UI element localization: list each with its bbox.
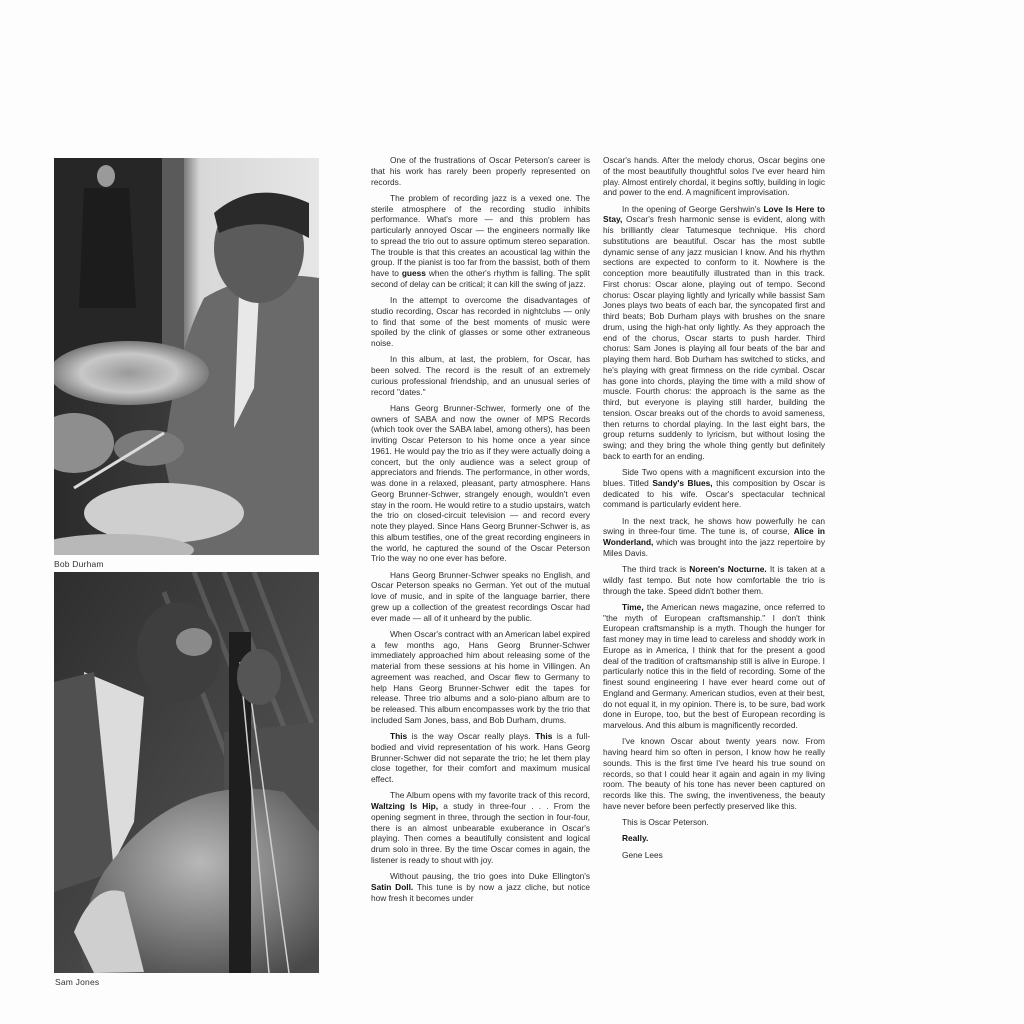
emphasized-title: Satin Doll. (371, 881, 414, 892)
text-run: this composition by Oscar is dedicated to his wife. Oscar's spectacular technical command is particularly evident here. (603, 477, 825, 510)
emphasized-title: Noreen's Nocturne. (689, 564, 767, 574)
paragraph (371, 570, 590, 624)
emphasized-title: This (390, 731, 408, 741)
text-run: Hans Georg Brunner-Schwer, formerly one of the owners of SABA and now the owner of MPS Records (which took over the SABA label, among others), has been inviting Oscar Peterson to his home once a year since 1961. He would pay the trio as if they were actually doing a concert, but the only audience was a select group of appreciators and friends. The performance, in other words, was done in a relaxed, pleasant, party atmosphere. Hans Georg Brunner-Schwer, strangely enough, wouldn't even stay in the room. He would retire to a studio upstairs, watch the trio on closed-circuit television — and record every note they played. Since Hans Georg Brunner-Schwer is, as this album testifies, one of the great recording engineers in the world, he captured the sound of the Oscar Peterson Trio the way no one ever has before. (371, 402, 590, 564)
paragraph (603, 467, 825, 510)
emphasized-title: Love Is Here to Stay, (603, 203, 825, 225)
text-run: the American news magazine, once referred to "the myth of European craftsmanship." I don't think European craftsmanship is a myth. Though the hunger for fast money may in time lead to careless and shoddy work in Europe as in America, I think that for the present a good deal of the tradition of craftsmanship still is alive in Europe. I particularly notice this in the field of recording. Some of the finest sound engineering I have ever heard come out of England and Germany. American studios, even at their best, do not equal it, in my opinion. There is, to be sure, bad work done in Europe, too, but the best of European recording is marvelous. And this album is magnificently recorded. (603, 601, 826, 730)
text-run: When Oscar's contract with an American label expired a few months ago, Hans Georg Brunner-Schwer immediately approached him about releasing some of the material from these sessions at his home in Villingen. An agreement was reached, and Oscar flew to Germany to help Hans Georg Brunner-Schwer edit the tapes for release. Three trio albums and a solo-piano album are to be released. This album encompasses work by the trio that included Sam Jones, bass, and Bob Durham, drums. (371, 628, 590, 725)
text-run: which was brought into the jazz repertoire by Miles Davis. (603, 537, 825, 558)
text-run: Without pausing, the trio goes into Duke Ellington's (390, 871, 590, 881)
photo-caption-sam-jones: Sam Jones (55, 977, 100, 987)
emphasized-title: Alice in Wonderland, (603, 526, 825, 547)
right-column-paragraphs (603, 155, 825, 812)
text-run: It is taken at a wildly fast tempo. But note how comfortable the trio is through the take. Speed didn't bother them. (603, 564, 825, 596)
text-run: is a full-bodied and vivid representation of his work. Hans Georg Brunner-Schwer did not separate the trio; he let them play close together, for their comfort and maximum musical effect. (371, 731, 590, 784)
emphasized-title: Sandy's Blues, (652, 477, 713, 488)
emphasized-title: This (535, 731, 553, 741)
emphasized-title: guess (401, 268, 426, 278)
paragraph (371, 295, 590, 349)
photo-caption-bob-durham: Bob Durham (54, 559, 104, 569)
paragraph (371, 790, 590, 865)
text-run: Side Two opens with a magnificent excursion into the blues. Titled (603, 467, 825, 488)
paragraph (603, 204, 825, 462)
emphasized-title: Waltzing Is Hip, (371, 801, 439, 811)
photo-sam-jones (54, 572, 319, 973)
closing-line: This is Oscar Peterson. (622, 817, 709, 827)
paragraph (371, 731, 590, 785)
text-run: The Album opens with my favorite track of this record, (390, 790, 590, 801)
paragraph (371, 403, 590, 564)
drummer-photo-image (54, 158, 319, 555)
text-run: One of the frustrations of Oscar Peterson's career is that his work has rarely been properly represented on records. (371, 155, 590, 187)
text-run: The third track is (622, 564, 690, 574)
paragraph (371, 871, 590, 903)
text-run: Oscar's hands. After the melody chorus, Oscar begins one of the most beautifully thoughtful solos I've ever heard him play. Almost entirely chordal, it begins softly, building in logic and power to the end. A magnificent improvisation. (603, 155, 825, 198)
paragraph (603, 736, 825, 811)
emphasized-title: Time, (622, 601, 644, 612)
bassist-photo-image (54, 572, 319, 973)
liner-notes-column-right (603, 155, 825, 866)
text-run: In the opening of George Gershwin's (622, 203, 764, 214)
text-run: a study in three-four . . . From the opening segment in three, through the section in four-four, there is an almost unbearable exuberance in Oscar's playing. Then comes a beautifully consistent and logical drum solo in three. By the time Oscar comes in again, the listener is ready to shout with joy. (371, 801, 590, 865)
text-run: Oscar's fresh harmonic sense is evident, along with his brilliantly clear Tatumesque technique. His chord substitutions are beautiful. Oscar has the most subtle dynamic sense of any jazz musician I know. And his rhythm sections are expected to conform to it. Nowhere is the conception more beautifully illustrated than in this track. First chorus: Oscar alone, playing out of tempo. Second chorus: Oscar playing lightly and lyrically while bassist Sam Jones plays two beats of each bar, the syncopated first and third beats; Bob Durham plays with brushes on the snare drum, using the high-hat only lightly. As they approach the end of the chorus, Oscar starts to push harder. Third chorus: Sam Jones is playing all four beats of the bar and playing them hard. Bob Durham has switched to sticks, and he's playing with great firmness on the ride cymbal. Oscar has gone into chords, playing the time with a mild show of muscle. Fourth chorus: the approach is the same as the third, but everyone is playing still harder, building the tension. Oscar breaks out of the chords to avoid sameness, then returns to chordal playing. In the last eight bars, the group returns suddenly to lyricism, but without losing the swing; and they bring the whole thing gently but definitely back to earth for an ending. (603, 214, 825, 461)
text-run: is the way Oscar really plays. (407, 731, 536, 741)
text-run: I've known Oscar about twenty years now. From having heard him so often in person, I know how he really sounds. This is the first time I've heard his true sound on records, so that I could hear it again and again in my living room. The beauty of his tone has never been captured on records like this. The swing, the inventiveness, the beauty have never before been perfectly preserved like this. (603, 736, 825, 811)
paragraph (603, 602, 825, 731)
text-run: In the next track, he shows how powerfully he can swing in three-four time. The tune is, of course, (603, 515, 825, 537)
paragraph (371, 629, 590, 726)
liner-notes-column-left (371, 155, 590, 909)
text-run: Hans Georg Brunner-Schwer speaks no English, and Oscar Peterson speaks no German. Yet out of the mutual love of music, and in spite of the language barrier, there grew up a collection of the greatest recordings Oscar had ever made — all of it unheard by the public. (371, 569, 590, 623)
author-signature: Gene Lees (622, 849, 663, 860)
text-run: In the attempt to overcome the disadvantages of studio recording, Oscar has recorded in nightclubs — only to find that some of the best moments of music were spoiled by the clink of glasses or some other extraneous noise. (371, 295, 590, 348)
paragraph (603, 564, 825, 596)
text-run: In this album, at last, the problem, for Oscar, has been solved. The record is the result of an extremely curious professional friendship, and an unusual series of record "dates." (371, 354, 590, 397)
paragraph (371, 193, 590, 290)
text-run: This tune is by now a jazz cliche, but notice how fresh it becomes under (371, 881, 591, 903)
photo-bob-durham (54, 158, 319, 555)
text-run: The problem of recording jazz is a vexed one. The sterile atmosphere of the recording studio inhibits performance. What's more — and this problem has particularly annoyed Oscar — the engineers normally like to spread the trio out to assure optimum stereo separation. The trouble is that this creates an acoustical lag within the group. If the pianist is too far from the bassist, both of them have to (371, 192, 590, 278)
paragraph (603, 155, 825, 198)
closing-emphasis: Really. (622, 833, 649, 844)
text-run: when the other's rhythm is falling. The split second of delay can be critical; it can kill the swing of jazz. (371, 268, 590, 289)
paragraph (371, 354, 590, 397)
paragraph (603, 516, 825, 559)
paragraph (371, 155, 590, 187)
